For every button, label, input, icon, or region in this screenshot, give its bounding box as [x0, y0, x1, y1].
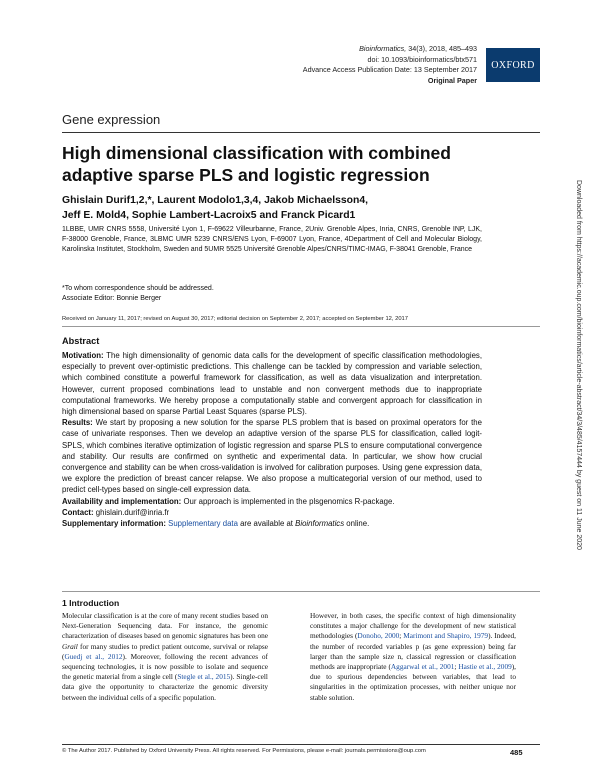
footer-divider	[62, 744, 540, 745]
citation-link[interactable]: Aggarwal et al., 2001	[390, 662, 455, 672]
affiliations: 1LBBE, UMR CNRS 5558, Université Lyon 1, F-69622 Villeurbanne, France, 2Univ. Grenoble Alpes, Inria, CNRS, Grenoble INP, LJK, F-38000 Grenoble, France, 3LBMC UMR 5239 CNRS/ENS Lyon, F-69007 Lyon, France, 4Department of Cell and Molecular Biology, Karolinska Institutet, Stockholm, Sweden and 5UMR 5525 Université Grenoble Alpes/CNRS/TIMC-IMAG, F-38041 Grenoble, France	[62, 226, 482, 254]
doi: doi: 10.1093/bioinformatics/btx571	[367, 54, 477, 64]
paper-title: High dimensional classification with combined adaptive sparse PLS and logistic regression	[62, 143, 451, 185]
advance-access-date: Advance Access Publication Date: 13 September 2017	[302, 65, 477, 75]
body-column-left	[62, 611, 268, 703]
page-number: 485	[510, 748, 523, 757]
download-watermark	[573, 180, 585, 620]
citation-link[interactable]: Marimont and Shapiro, 1979	[403, 631, 489, 641]
abstract-motivation: Motivation: The high dimensionality of genomic data calls for the development of specific classification methodologies, especially to prevent over-optimistic predictions. This challenge can be tackled by compression and variable selection, which combined constitute a powerful framework for classification, as well as data visualization and interpretation. However, current proposed combinations lead to unstable and non convergent methods due to inappropriate computational frameworks. We hereby propose a computationally stable and convergent approach for classification in high dimensional based on sparse Partial Least Squares (sparse PLS).	[62, 351, 482, 417]
abstract-results: Results: We start by proposing a new solution for the sparse PLS problem that is based on proximal operators for the case of univariate responses. Then we develop an adaptive version of the sparse PLS for classification, called logit-SPLS, which combines iterative optimization of logistic regression and sparse PLS to ensure computational convergence and stability. Our results are confirmed on synthetic and experimental data. In particular, we show how crucial convergence and stability can be when cross-validation is involved for calibration purposes. Using gene expression data, we explore the prediction of breast cancer relapse. We also propose a multicategorial version of our method, used to predict cell-types based on single-cell expression data.	[62, 418, 482, 495]
authors-line-2: Jeff E. Mold4, Sophie Lambert-Lacroix5 and Franck Picard1	[62, 210, 356, 221]
oxford-logo: OXFORD	[486, 48, 540, 82]
intro-paragraph-1: Molecular classification is at the core of many recent studies based on Next-Generation Sequencing data. For instance, the genomic characterization of diseases based on genomic signatures has been one Grail for many studies to predict patient outcome, survival or relapse (Guedj et al., 2012). Moreover, following the recent advances of sequencing technologies, it is now possible to isolate and sequence the genetic material from a single cell (Stegle et al., 2015). Single-cell data give the opportunity to characterize the genomic diversity between the individual cells of a specific population.	[62, 611, 268, 702]
supplementary-data-link[interactable]: Supplementary data	[165, 519, 238, 529]
journal-header-meta	[217, 44, 477, 86]
citation-link[interactable]: Stegle et al., 2015	[177, 672, 231, 682]
abstract-contact: Contact: ghislain.durif@inria.fr	[62, 507, 170, 517]
submission-dates: Received on January 11, 2017; revised on August 30, 2017; editorial decision on September 2, 2017; accepted on September 12, 2017	[62, 316, 409, 322]
section-label: Gene expression	[62, 112, 161, 127]
author-list	[62, 193, 482, 223]
abstract-top-divider	[62, 326, 540, 327]
abstract-supplementary: Supplementary information: Supplementary data are available at Bioinformatics online.	[62, 519, 370, 529]
correspondence-note: *To whom correspondence should be addressed.	[62, 285, 214, 292]
body-column-right	[310, 611, 516, 703]
top-divider	[62, 132, 540, 133]
correspondence-block	[62, 284, 482, 304]
introduction-heading: 1 Introduction	[62, 598, 120, 608]
intro-paragraph-2: However, in both cases, the specific context of high dimensionality constitutes a major challenge for the development of new statistical methodologies (Donoho, 2000; Marimont and Shapiro, 1979). Indeed, the number of recorded variables p (as gene expression) being far larger than the sample size n, classical regression or classification methods are inappropriate (Aggarwal et al., 2001; Hastie et al., 2009), due to spurious dependencies between variables, that lead to singularities in the optimization processes, with neither unique nor stable solution.	[310, 611, 517, 702]
abstract-body	[62, 350, 482, 529]
abstract-bottom-divider	[62, 591, 540, 592]
download-watermark-text: Downloaded from https://academic.oup.com/bioinformatics/article-abstract/34/3/485/4157444 by guest on 11 June 2020	[575, 180, 582, 550]
citation-link[interactable]: Donoho, 2000	[357, 631, 400, 641]
article-type: Original Paper	[427, 75, 477, 85]
abstract-heading: Abstract	[62, 336, 100, 346]
associate-editor: Associate Editor: Bonnie Berger	[62, 295, 162, 302]
abstract-availability: Availability and implementation: Our approach is implemented in the plsgenomics R-package.	[62, 496, 395, 506]
citation-link[interactable]: Hastie et al., 2009	[458, 662, 512, 672]
copyright-footer: © The Author 2017. Published by Oxford University Press. All rights reserved. For Permissions, please e-mail: journals.permissions@oup.com	[62, 748, 426, 754]
authors-line-1: Ghislain Durif1,2,*, Laurent Modolo1,3,4, Jakob Michaelsson4,	[62, 195, 369, 206]
citation-link[interactable]: Guedj et al., 2012	[64, 651, 123, 661]
journal-citation: Bioinformatics, 34(3), 2018, 485–493	[359, 44, 477, 53]
